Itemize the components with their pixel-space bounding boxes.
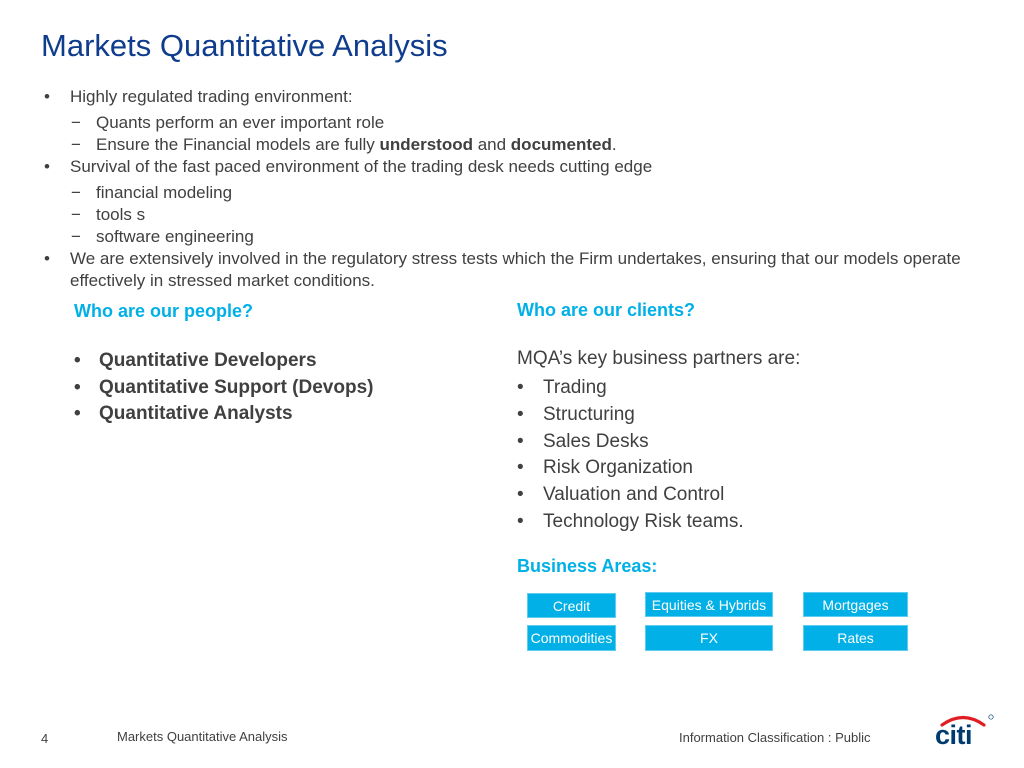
clients-list [517, 375, 744, 536]
text: Ensure the Financial models are fully [96, 135, 380, 154]
information-classification: Information Classification : Public [679, 730, 871, 745]
bullet-regulated-environment: • Highly regulated trading environment: [40, 86, 990, 108]
business-areas-heading: Business Areas: [517, 556, 658, 576]
sub-bullet-models-documented [40, 134, 990, 156]
list-item: • Quantitative Support (Devops) [74, 375, 373, 402]
page-number: 4 [41, 731, 49, 746]
list-item: • Quantitative Analysts [74, 401, 373, 428]
footer-title: Markets Quantitative Analysis [117, 729, 288, 744]
people-heading: Who are our people? [74, 301, 254, 321]
emphasis-understood: understood [379, 135, 473, 154]
list-item: • Sales Desks [517, 429, 744, 456]
business-area-fx: FX [645, 625, 773, 651]
main-bullet-list [40, 86, 990, 292]
list-item: • Valuation and Control [517, 482, 744, 509]
business-area-rates: Rates [803, 625, 908, 651]
list-item: • Risk Organization [517, 455, 744, 482]
text: and [472, 135, 511, 154]
sub-bullet-financial-modeling: − financial modeling [40, 182, 990, 204]
sub-bullet-software-engineering: − software engineering [40, 226, 990, 248]
citi-logo [934, 711, 994, 747]
emphasis-documented: documented [510, 135, 612, 154]
people-list [74, 348, 373, 428]
bullet-stress-tests: • We are extensively involved in the regulatory stress tests which the Firm undertakes, ensuring that our models operate effectively in stressed market conditions. [40, 248, 990, 292]
business-area-mortgages: Mortgages [803, 592, 908, 617]
clients-intro: MQA’s key business partners are: [517, 348, 801, 369]
text: . [611, 135, 617, 154]
business-area-equities-hybrids: Equities & Hybrids [645, 592, 773, 617]
list-item: • Trading [517, 375, 744, 402]
list-item: • Structuring [517, 402, 744, 429]
clients-heading: Who are our clients? [517, 300, 696, 320]
bullet-cutting-edge: • Survival of the fast paced environment of the trading desk needs cutting edge [40, 156, 990, 178]
business-area-credit: Credit [527, 593, 616, 618]
business-area-commodities: Commodities [527, 625, 616, 651]
sub-bullet-quants-role: − Quants perform an ever important role [40, 112, 990, 134]
sub-bullet-tools: − tools s [40, 204, 990, 226]
list-item: • Quantitative Developers [74, 348, 373, 375]
list-item: • Technology Risk teams. [517, 509, 744, 536]
slide-title: Markets Quantitative Analysis [41, 28, 448, 63]
svg-text:citi: citi [935, 720, 973, 747]
